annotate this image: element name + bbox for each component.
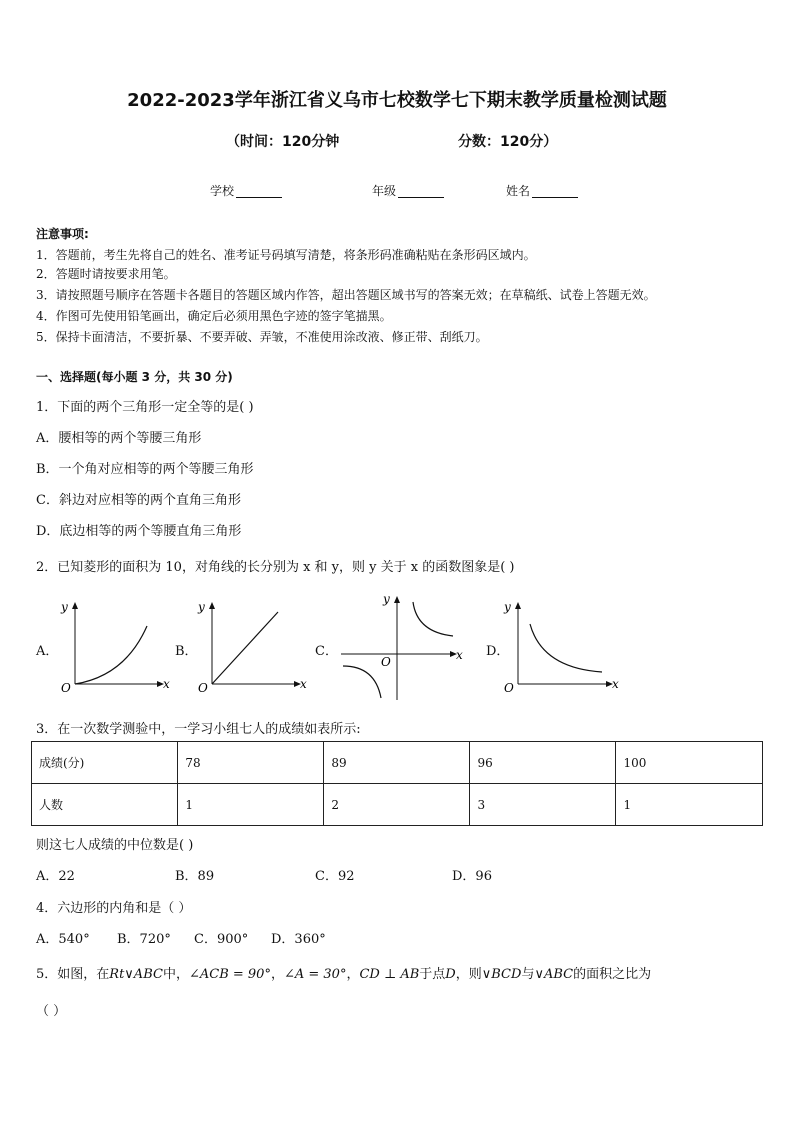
q5-angle-acb: ∠ACB = 90° [188,967,271,982]
graph-c-origin: O [381,655,391,669]
school-label: 学校 [210,184,235,198]
question-3-option-d[interactable]: D．96 [452,869,492,884]
question-3-stem: 3．在一次数学测验中，一学习小组七人的成绩如表所示: [36,722,361,737]
question-3-option-c[interactable]: C．92 [315,869,355,884]
name-label: 姓名 [506,184,531,198]
question-2-option-a[interactable]: A． [36,644,59,659]
question-4-option-d[interactable]: D．360° [271,932,326,947]
graph-b-x-label: x [300,677,307,691]
graph-c-curve-q3 [343,666,381,698]
exam-time: （时间：120分钟 [226,134,340,150]
table-cell: 成绩(分) [32,742,178,784]
question-5-stem [36,963,651,982]
grade-blank[interactable] [398,184,444,198]
table-cell: 2 [324,784,470,826]
score-table [31,741,763,826]
q5-text: 的面积之比为 [573,967,652,982]
graph-b[interactable] [192,596,312,696]
table-row [32,742,763,784]
question-2-option-b[interactable]: B． [175,644,198,659]
page-title: 2022-2023学年浙江省义乌市七校数学七下期末教学质量检测试题 [127,90,667,111]
question-1-stem: 1．下面的两个三角形一定全等的是( ) [36,400,254,415]
question-1-option-a[interactable]: A．腰相等的两个等腰三角形 [36,431,202,446]
table-cell: 1 [616,784,763,826]
q5-triangle-bcd: ∨BCD [481,967,522,982]
q5-angle-a: ∠A = 30° [283,967,347,982]
graph-d-y-arrow [515,602,521,609]
table-cell: 1 [178,784,324,826]
question-1-option-b[interactable]: B．一个角对应相等的两个等腰三角形 [36,462,254,477]
question-4-option-b[interactable]: B．720° [117,932,171,947]
name-blank[interactable] [532,184,578,198]
section-heading: 一、选择题(每小题 3 分，共 30 分) [36,370,233,384]
question-3-option-b[interactable]: B．89 [175,869,215,884]
notice-item-1: 1．答题前，考生先将自己的姓名、准考证号码填写清楚，将条形码准确粘贴在条形码区域内。 [36,248,536,262]
name-field [506,182,578,199]
graph-b-y-label: y [198,600,205,614]
graph-d[interactable] [498,596,628,696]
table-cell: 3 [470,784,616,826]
graph-a-x-label: x [163,677,170,691]
q5-text: ，则 [455,967,482,982]
question-3-option-a[interactable]: A．22 [36,869,75,884]
notice-item-2: 2．答题时请按要求用笔。 [36,267,176,281]
graph-b-y-arrow [209,602,215,609]
q5-sep: ， [346,967,360,982]
q5-perpendicular: CD ⊥ AB [359,967,420,982]
question-4-stem: 4．六边形的内角和是（ ） [36,901,192,916]
q5-point-d: D [445,967,456,982]
table-cell: 人数 [32,784,178,826]
graph-d-x-label: x [612,677,619,691]
grade-field [372,182,444,199]
graph-c-y-label: y [383,592,390,606]
question-2-stem: 2．已知菱形的面积为 10，对角线的长分别为 x 和 y，则 y 关于 x 的函数图象是( ) [36,560,515,575]
graph-a[interactable] [55,596,175,696]
graph-c-y-arrow [394,596,400,603]
question-2-option-c[interactable]: C． [315,644,338,659]
school-blank[interactable] [236,184,282,198]
graph-a-y-label: y [61,600,68,614]
question-3-followup: 则这七人成绩的中位数是( ) [36,838,194,853]
graph-d-y-label: y [504,600,511,614]
graph-d-curve [530,624,602,672]
table-cell: 96 [470,742,616,784]
q5-text: 中， [162,967,189,982]
table-row [32,784,763,826]
question-5-answer-paren: （ ） [36,1004,67,1019]
exam-score: 分数：120分） [458,134,558,150]
q5-text: 于点 [419,967,446,982]
table-cell: 89 [324,742,470,784]
q5-triangle-abc-2: ∨ABC [534,967,574,982]
question-1-option-c[interactable]: C．斜边对应相等的两个直角三角形 [36,493,241,508]
q5-text: 与 [521,967,535,982]
graph-d-origin: O [504,681,514,695]
graph-a-y-arrow [72,602,78,609]
question-2-option-d[interactable]: D． [486,644,510,659]
graph-b-origin: O [198,681,208,695]
notice-item-5: 5．保持卡面清洁，不要折暴、不要弄破、弄皱，不准使用涂改液、修正带、刮纸刀。 [36,330,488,344]
question-4-option-a[interactable]: A．540° [36,932,90,947]
table-cell: 100 [616,742,763,784]
graph-c-curve-q1 [413,602,453,636]
school-field [210,182,282,199]
graph-a-origin: O [61,681,71,695]
graph-c-x-label: x [456,648,463,662]
notice-heading: 注意事项: [36,227,89,241]
notice-item-3: 3．请按照题号顺序在答题卡各题目的答题区域内作答，超出答题区域书写的答案无效；在草稿纸、试卷上答题无效。 [36,288,656,302]
q5-triangle-abc: Rt∨ABC [109,967,163,982]
q5-prefix: 5．如图，在 [36,967,110,982]
q5-sep: ， [270,967,284,982]
grade-label: 年级 [372,184,397,198]
graph-a-curve [75,626,147,684]
question-4-option-c[interactable]: C．900° [194,932,249,947]
notice-item-4: 4．作图可先使用铅笔画出，确定后必须用黑色字迹的签字笔描黑。 [36,309,392,323]
question-1-option-d[interactable]: D．底边相等的两个等腰直角三角形 [36,524,242,539]
graph-c[interactable] [335,590,475,702]
graph-b-line [212,612,278,684]
table-cell: 78 [178,742,324,784]
